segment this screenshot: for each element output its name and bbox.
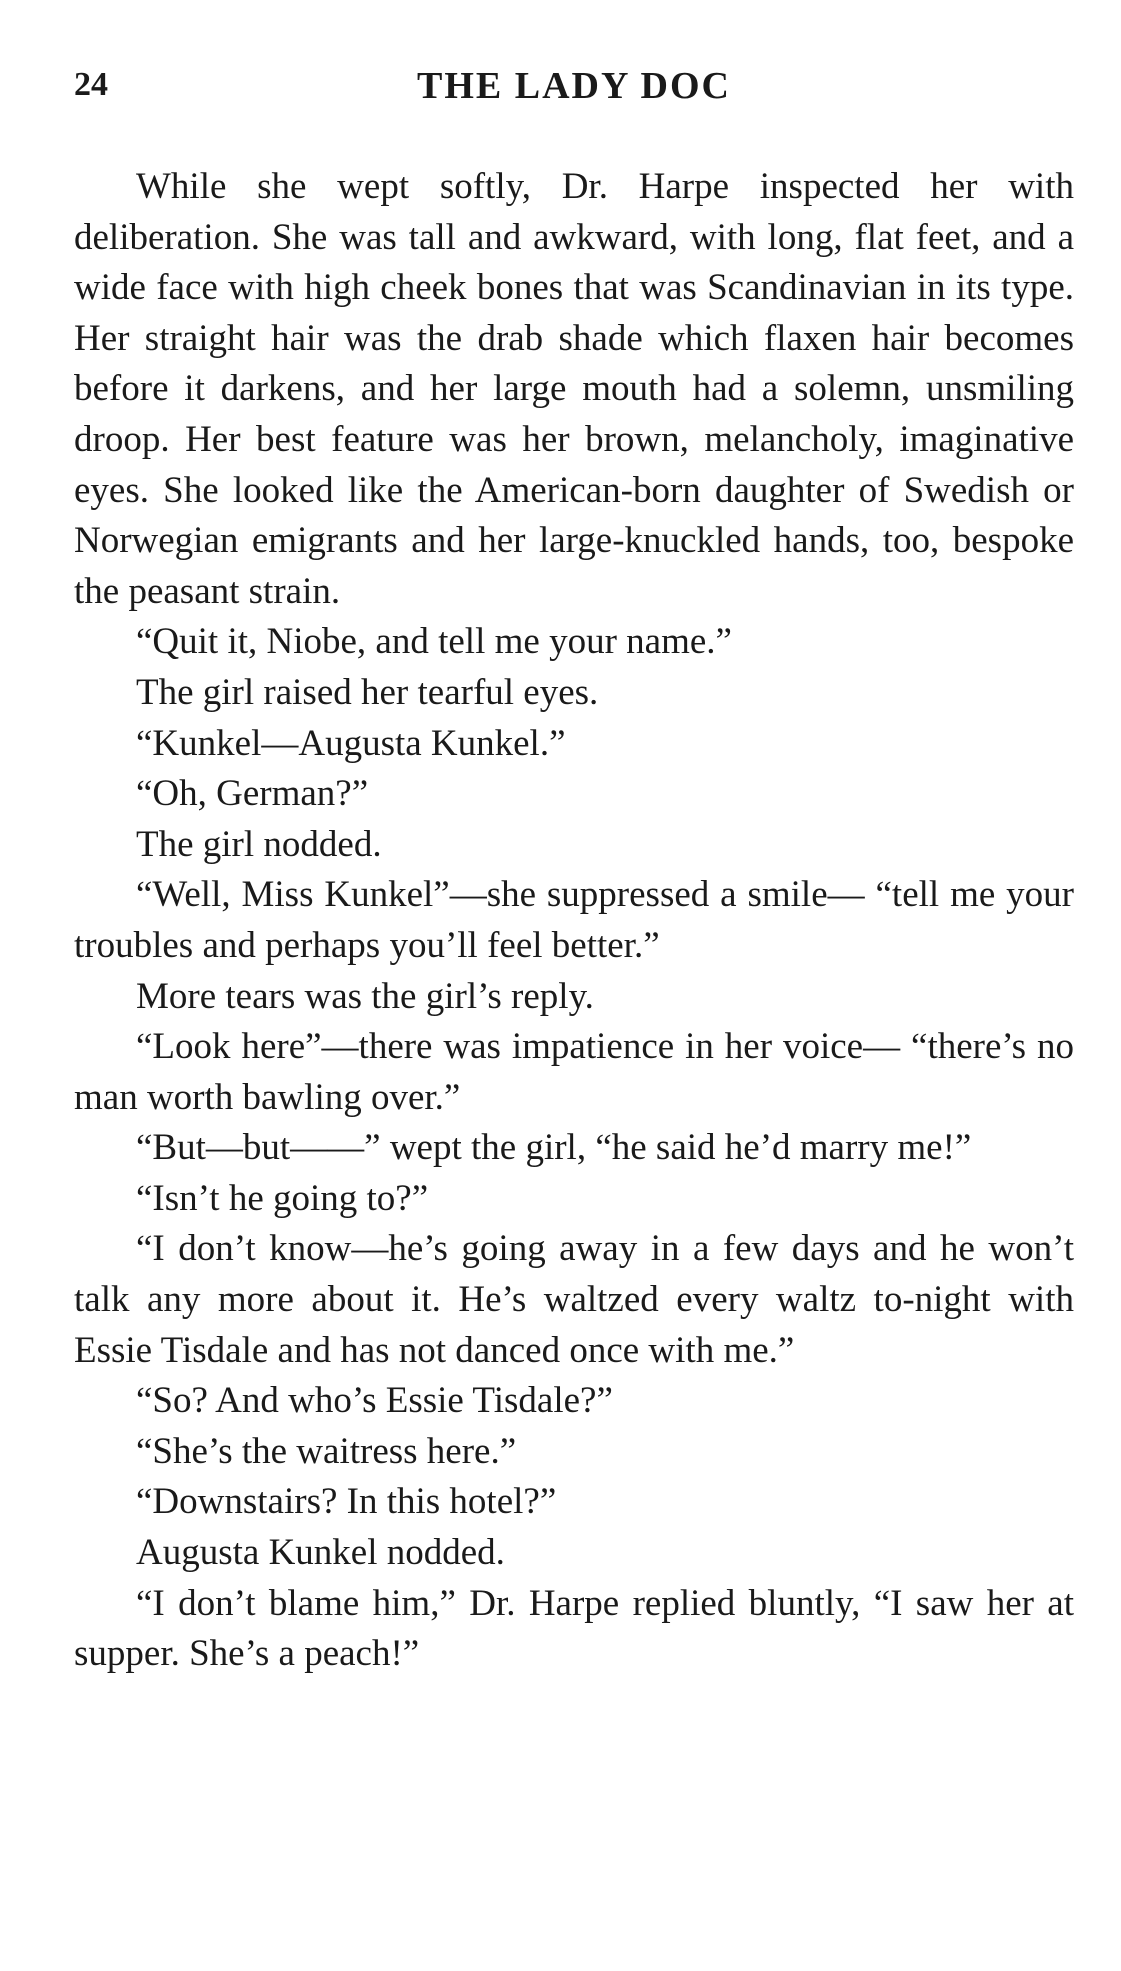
paragraph: More tears was the girl’s reply. — [136, 975, 594, 1017]
paragraph: Augusta Kunkel nodded. — [136, 1532, 505, 1574]
page-header — [74, 60, 1074, 120]
paragraph: “She’s the waitress here.” — [136, 1430, 517, 1472]
paragraph: “I don’t blame him,” Dr. Harpe replied bluntly, “I saw her at supper. She’s a peach!” — [74, 1582, 1074, 1675]
paragraph: The girl nodded. — [136, 823, 382, 865]
paragraph: While she wept softly, Dr. Harpe inspected her with deliberation. She was tall and awkward, with long, flat feet, and a wide face with high cheek bones that was Scandinavian in its type. Her straight hair was the drab shade which flaxen hair becomes before it darkens, and her large mouth had a solemn, unsmiling droop. Her best feature was her brown, melancholy, imaginative eyes. She looked like the American-born daughter of Swedish or Norwegian emigrants and her large-knuckled hands, too, bespoke the peasant strain. — [74, 166, 1074, 612]
paragraph: “So? And who’s Essie Tisdale?” — [136, 1380, 613, 1422]
paragraph: “Downstairs? In this hotel?” — [136, 1481, 557, 1523]
running-title: THE LADY DOC — [417, 65, 731, 107]
paragraph: “But—but——” wept the girl, “he said he’d marry me!” — [136, 1127, 972, 1169]
body-text — [74, 162, 1074, 1680]
paragraph: “Quit it, Niobe, and tell me your name.” — [136, 621, 732, 663]
page-number: 24 — [74, 66, 108, 103]
paragraph: “Look here”—there was impatience in her voice— “there’s no man worth bawling over.” — [74, 1026, 1074, 1118]
paragraph: “I don’t know—he’s going away in a few days and he won’t talk any more about it. He’s waltzed every waltz to-night with Essie Tisdale and has not danced once with me.” — [74, 1228, 1074, 1371]
book-page — [74, 60, 1074, 1940]
paragraph: “Kunkel—Augusta Kunkel.” — [136, 722, 566, 764]
paragraph: “Isn’t he going to?” — [136, 1177, 429, 1219]
paragraph: “Well, Miss Kunkel”—she suppressed a smile— “tell me your troubles and perhaps you’ll feel better.” — [74, 874, 1074, 966]
paragraph: The girl raised her tearful eyes. — [136, 671, 599, 713]
paragraph: “Oh, German?” — [136, 773, 369, 815]
